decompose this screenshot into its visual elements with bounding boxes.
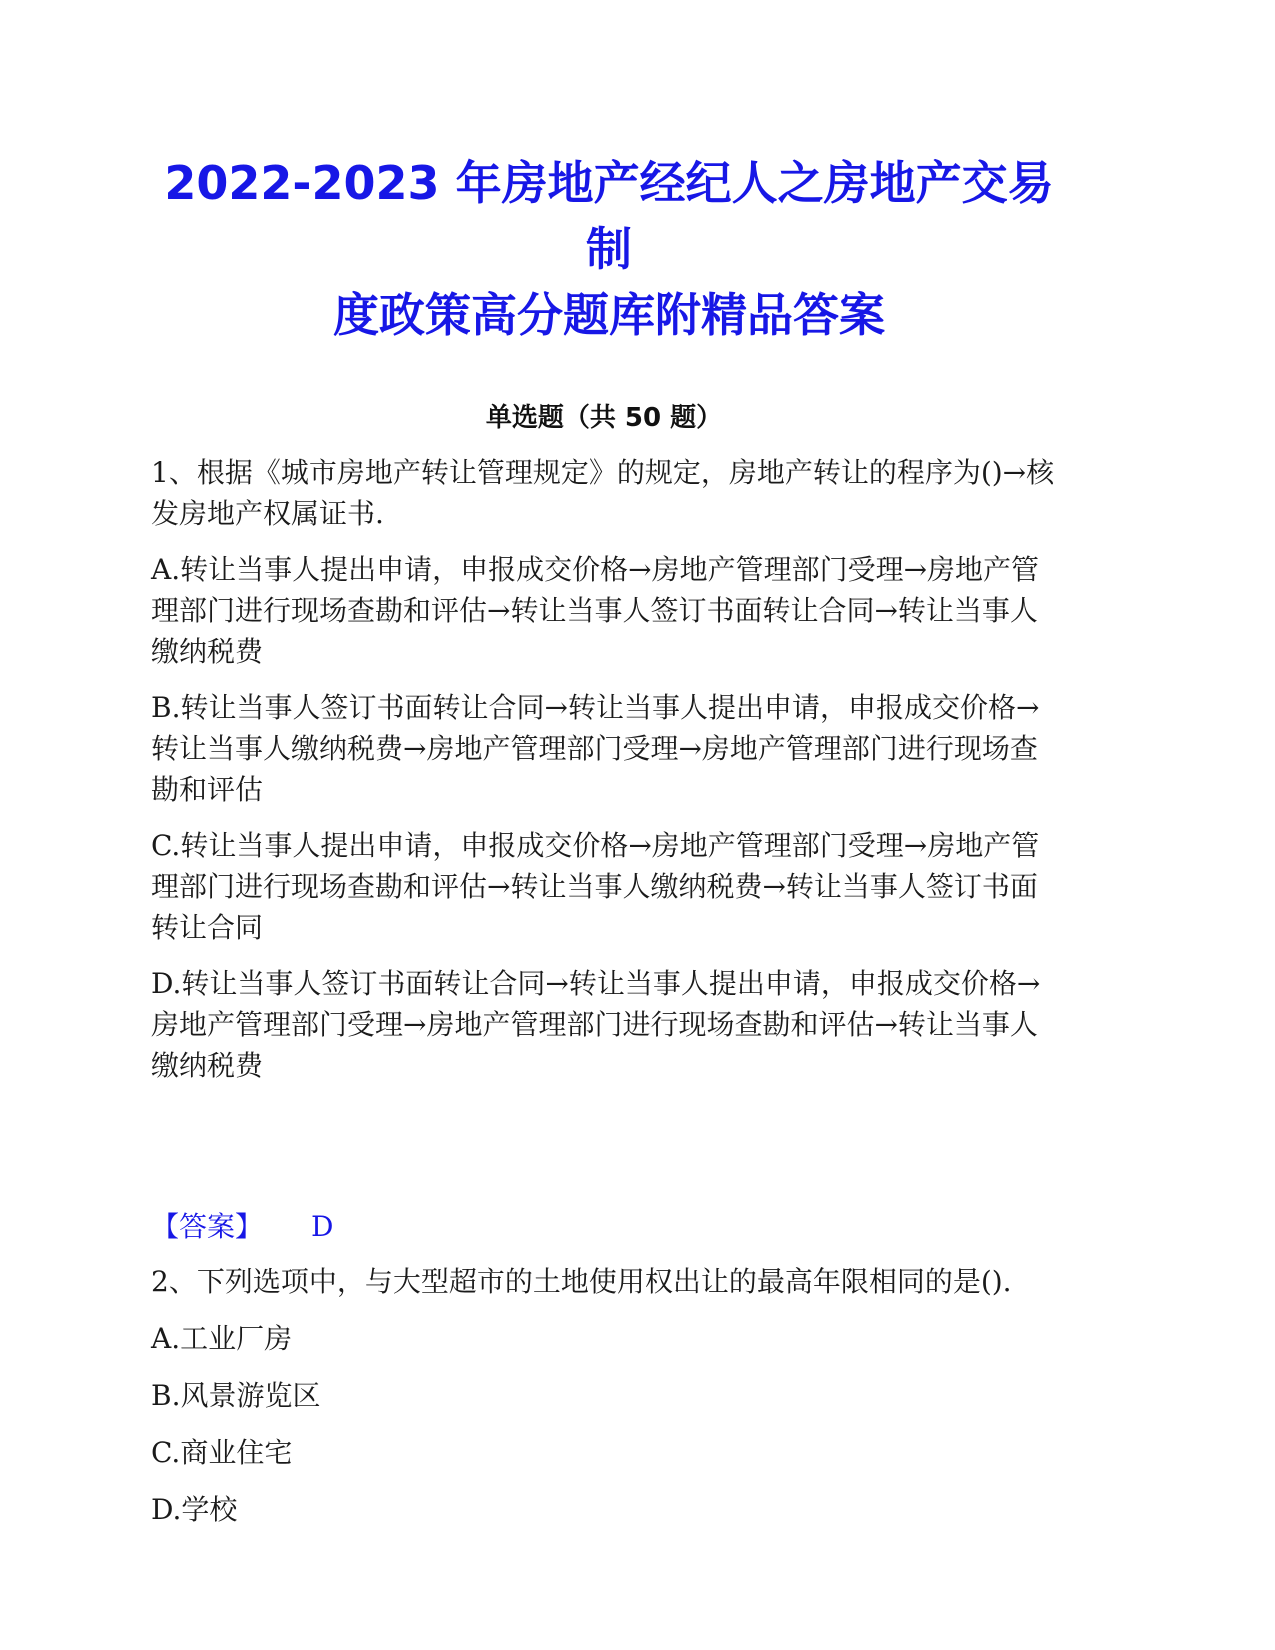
section-heading: 单选题（共 50 题） bbox=[485, 403, 723, 433]
question-2-option-a: A.工业厂房 bbox=[151, 1322, 293, 1355]
answer-value: D bbox=[311, 1210, 334, 1243]
question-2-option-d: D.学校 bbox=[151, 1493, 238, 1526]
question-1-stem: 1、根据《城市房地产转让管理规定》的规定，房地产转让的程序为()→核发房地产权属证书. bbox=[151, 456, 1055, 530]
question-2-option-b: B.风景游览区 bbox=[151, 1379, 321, 1412]
question-1-option-c: C.转让当事人提出申请，申报成交价格→房地产管理部门受理→房地产管理部门进行现场查勘和评估→转让当事人缴纳税费→转让当事人签订书面转让合同 bbox=[151, 829, 1040, 944]
title-line-2: 度政策高分题库附精品答案 bbox=[333, 288, 885, 342]
document-title bbox=[151, 0, 1057, 348]
question-1-option-a: A.转让当事人提出申请，申报成交价格→房地产管理部门受理→房地产管理部门进行现场查勘和评估→转让当事人签订书面转让合同→转让当事人缴纳税费 bbox=[151, 553, 1040, 668]
question-2-stem: 2、下列选项中，与大型超市的土地使用权出让的最高年限相同的是(). bbox=[151, 1265, 1012, 1298]
question-1-option-b: B.转让当事人签订书面转让合同→转让当事人提出申请，申报成交价格→转让当事人缴纳税费→房地产管理部门受理→房地产管理部门进行现场查勘和评估 bbox=[151, 691, 1040, 806]
question-1-answer bbox=[151, 1206, 1057, 1247]
question-2-option-c: C.商业住宅 bbox=[151, 1436, 293, 1469]
question-1-option-d: D.转让当事人签订书面转让合同→转让当事人提出申请，申报成交价格→房地产管理部门受理→房地产管理部门进行现场查勘和评估→转让当事人缴纳税费 bbox=[151, 967, 1041, 1082]
answer-label: 【答案】 bbox=[151, 1210, 264, 1243]
title-line-1: 2022-2023 年房地产经纪人之房地产交易制 bbox=[164, 156, 1054, 276]
